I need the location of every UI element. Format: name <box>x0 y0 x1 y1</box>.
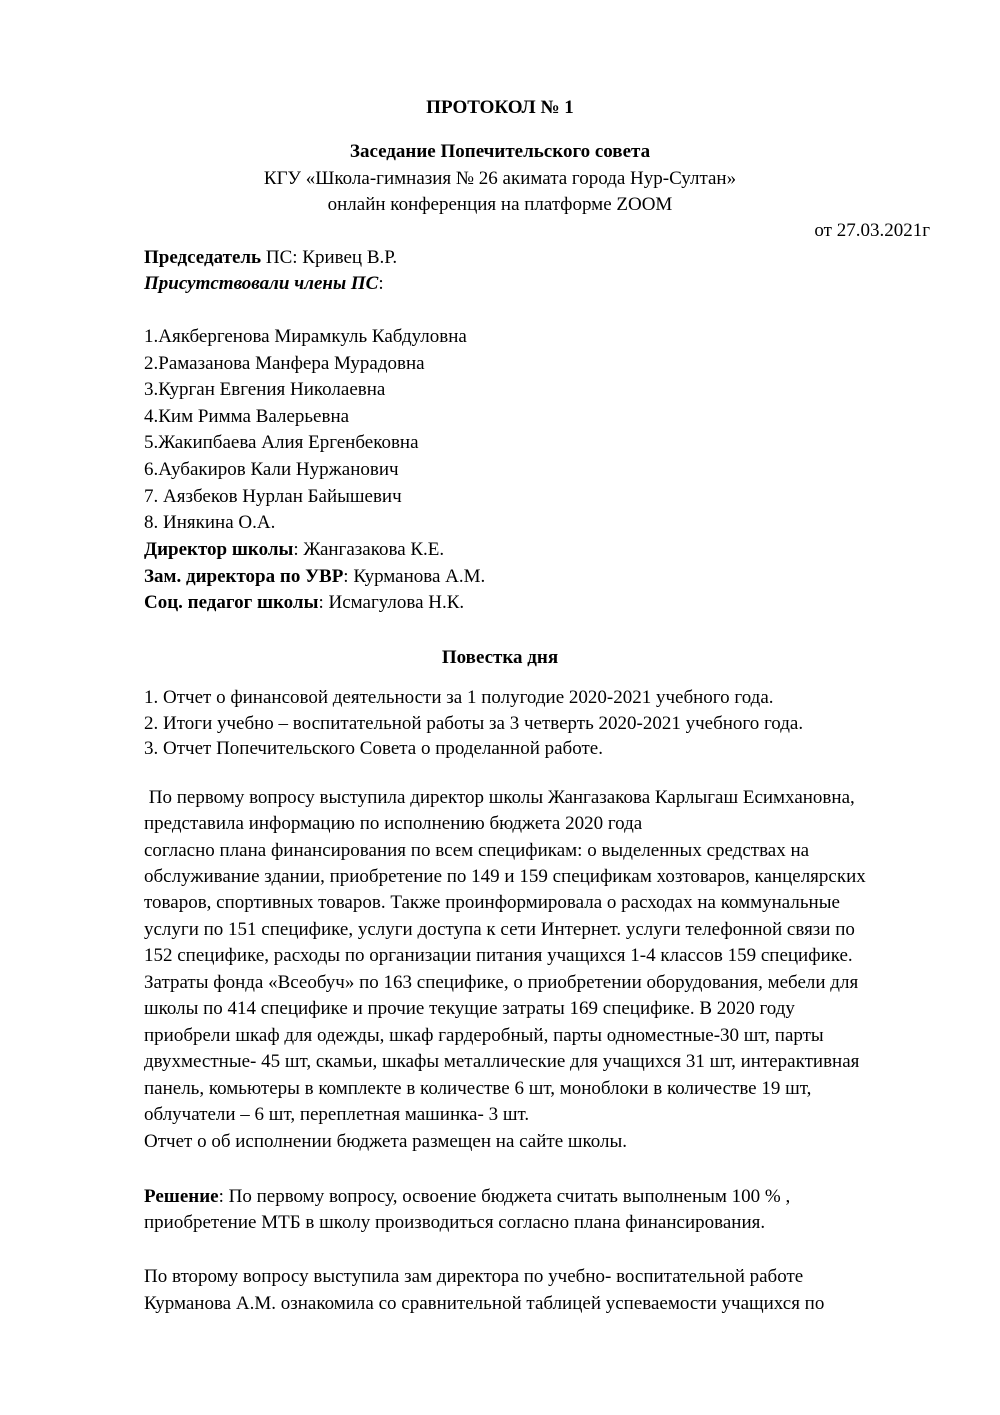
decision-label: Решение <box>144 1186 219 1207</box>
paragraph-line: облучатели – 6 шт, переплетная машинка- 3 шт. <box>144 1104 530 1125</box>
paragraph-line: По первому вопросу выступила директор школы Жангазакова Карлыгаш Есимхановна, <box>144 787 855 808</box>
meeting-date: от 27.03.2021г <box>814 220 930 241</box>
list-item: 2.Рамазанова Манфера Мурадовна <box>144 353 425 374</box>
decision-line <box>144 1184 790 1210</box>
chair-label: Председатель <box>144 247 262 268</box>
staff-value: : Исмагулова Н.К. <box>318 592 465 613</box>
staff-value: : Курманова А.М. <box>343 566 486 587</box>
document-title: ПРОТОКОЛ № 1 <box>426 97 574 118</box>
paragraph-line: представила информацию по исполнению бюджета 2020 года <box>144 813 643 834</box>
list-item: 4.Ким Римма Валерьевна <box>144 406 350 427</box>
agenda-item: 3. Отчет Попечительского Совета о проделанной работе. <box>144 738 603 759</box>
decision-text: : По первому вопросу, освоение бюджета считать выполненым 100 % , <box>218 1186 791 1207</box>
list-item: 6.Аубакиров Кали Нуржанович <box>144 459 399 480</box>
paragraph-line: согласно плана финансирования по всем спецификам: о выделенных средствах на <box>144 840 810 861</box>
meeting-venue: онлайн конференция на платформе ZOOM <box>327 194 673 215</box>
chair-value: ПС: Кривец В.Р. <box>261 247 398 268</box>
list-item: 8. Инякина О.А. <box>144 512 276 533</box>
paragraph-line: обслуживание здании, приобретение по 149 и 159 спецификам хозтоваров, канцелярских <box>144 866 866 887</box>
agenda-title: Повестка дня <box>441 647 559 668</box>
paragraph-line: товаров, спортивных товаров. Также проинформировала о расходах на коммунальные <box>144 892 840 913</box>
staff-label: Соц. педагог школы <box>144 592 319 613</box>
paragraph-line: школы по 414 специфике и прочие текущие затраты 169 специфике. В 2020 году <box>144 998 795 1019</box>
staff-deputy <box>144 564 485 590</box>
decision-line-2: приобретение МТБ в школу производиться согласно плана финансирования. <box>144 1212 766 1233</box>
chair-line <box>144 245 397 271</box>
list-item: 1.Аякбергенова Мирамкуль Кабдуловна <box>144 326 467 347</box>
staff-value: : Жангазакова К.Е. <box>293 539 445 560</box>
paragraph-line: Затраты фонда «Всеобуч» по 163 специфике, о приобретении оборудования, мебели для <box>144 972 859 993</box>
paragraph-line: Курманова А.М. ознакомила со сравнительной таблицей успеваемости учащихся по <box>144 1293 825 1314</box>
paragraph-line: приобрели шкаф для одежды, шкаф гардеробный, парты одноместные-30 шт, парты <box>144 1025 824 1046</box>
agenda-item: 1. Отчет о финансовой деятельности за 1 полугодие 2020-2021 учебного года. <box>144 687 774 708</box>
staff-director <box>144 537 444 563</box>
paragraph-line: По второму вопросу выступила зам директора по учебно- воспитательной работе <box>144 1266 804 1287</box>
paragraph-line: панель, комьютеры в комплекте в количестве 6 шт, моноблоки в количестве 19 шт, <box>144 1078 812 1099</box>
list-item: 3.Курган Евгения Николаевна <box>144 379 386 400</box>
staff-label: Зам. директора по УВР <box>144 566 344 587</box>
list-item: 5.Жакипбаева Алия Ергенбековна <box>144 432 419 453</box>
paragraph-line: двухместные- 45 шт, скамьи, шкафы металлические для учащихся 31 шт, интерактивная <box>144 1051 860 1072</box>
present-colon: : <box>378 273 384 294</box>
paragraph-line: Отчет о об исполнении бюджета размещен на сайте школы. <box>144 1131 628 1152</box>
paragraph-line: 152 специфике, расходы по организации питания учащихся 1-4 классов 159 специфике. <box>144 945 853 966</box>
staff-label: Директор школы <box>144 539 294 560</box>
present-label: Присутствовали члены ПС <box>144 273 379 294</box>
present-line <box>144 271 384 297</box>
paragraph-line: услуги по 151 специфике, услуги доступа к сети Интернет. услуги телефонной связи по <box>144 919 855 940</box>
organization-name: КГУ «Школа-гимназия № 26 акимата города Нур-Султан» <box>263 168 737 189</box>
list-item: 7. Аязбеков Нурлан Байышевич <box>144 486 402 507</box>
staff-social-pedagogue <box>144 590 464 616</box>
document-subtitle: Заседание Попечительского совета <box>349 141 651 162</box>
agenda-item: 2. Итоги учебно – воспитательной работы за 3 четверть 2020-2021 учебного года. <box>144 713 804 734</box>
